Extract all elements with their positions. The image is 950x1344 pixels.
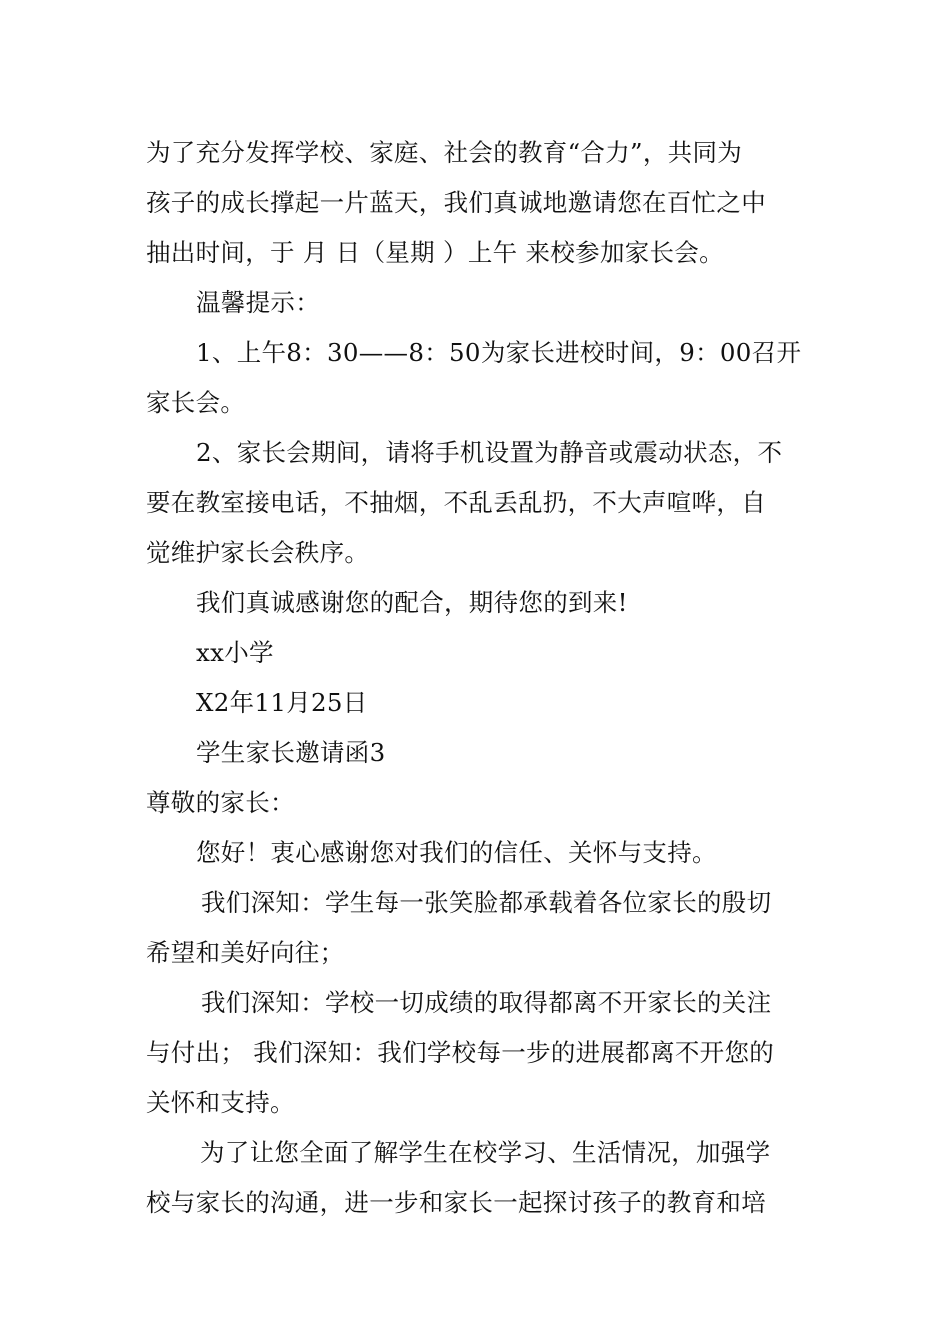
tip-2-line: 2、家长会期间，请将手机设置为静音或震动状态，不: [196, 438, 783, 467]
section-title: 学生家长邀请函3: [196, 738, 386, 767]
salutation: 尊敬的家长：: [146, 788, 295, 817]
paragraph-line: 抽出时间，于 月 日（星期 ）上午 来校参加家长会。: [146, 238, 724, 267]
greeting-line: 您好！衷心感谢您对我们的信任、关怀与支持。: [196, 838, 717, 867]
paragraph-line: 关怀和支持。: [146, 1088, 295, 1117]
tip-1-line: 家长会。: [146, 388, 246, 417]
paragraph-line: 与付出； 我们深知：我们学校每一步的进展都离不开您的: [146, 1038, 775, 1067]
paragraph-line: 我们深知：学校一切成绩的取得都离不开家长的关注: [201, 988, 772, 1017]
tip-2-line: 觉维护家长会秩序。: [146, 538, 370, 567]
tip-1-line: 1、上午8：30——8：50为家长进校时间，9：00召开: [196, 338, 802, 367]
paragraph-line: 孩子的成长撑起一片蓝天，我们真诚地邀请您在百忙之中: [146, 188, 766, 217]
thanks-line: 我们真诚感谢您的配合，期待您的到来!: [196, 588, 628, 617]
tip-2-line: 要在教室接电话，不抽烟，不乱丢乱扔，不大声喧哗，自: [146, 488, 766, 517]
paragraph-line: 为了让您全面了解学生在校学习、生活情况，加强学: [200, 1138, 771, 1167]
signature-date: X2年11月25日: [196, 688, 368, 717]
paragraph-line: 我们深知：学生每一张笑脸都承载着各位家长的殷切: [201, 888, 772, 917]
document-body: [146, 128, 810, 1228]
paragraph-line: 希望和美好向往；: [146, 938, 345, 967]
paragraph-line: 校与家长的沟通，进一步和家长一起探讨孩子的教育和培: [146, 1188, 766, 1217]
paragraph-line: 为了充分发挥学校、家庭、社会的教育“合力”，共同为: [146, 138, 743, 167]
signature-school: xx小学: [196, 638, 274, 667]
tips-heading: 温馨提示：: [196, 288, 320, 317]
